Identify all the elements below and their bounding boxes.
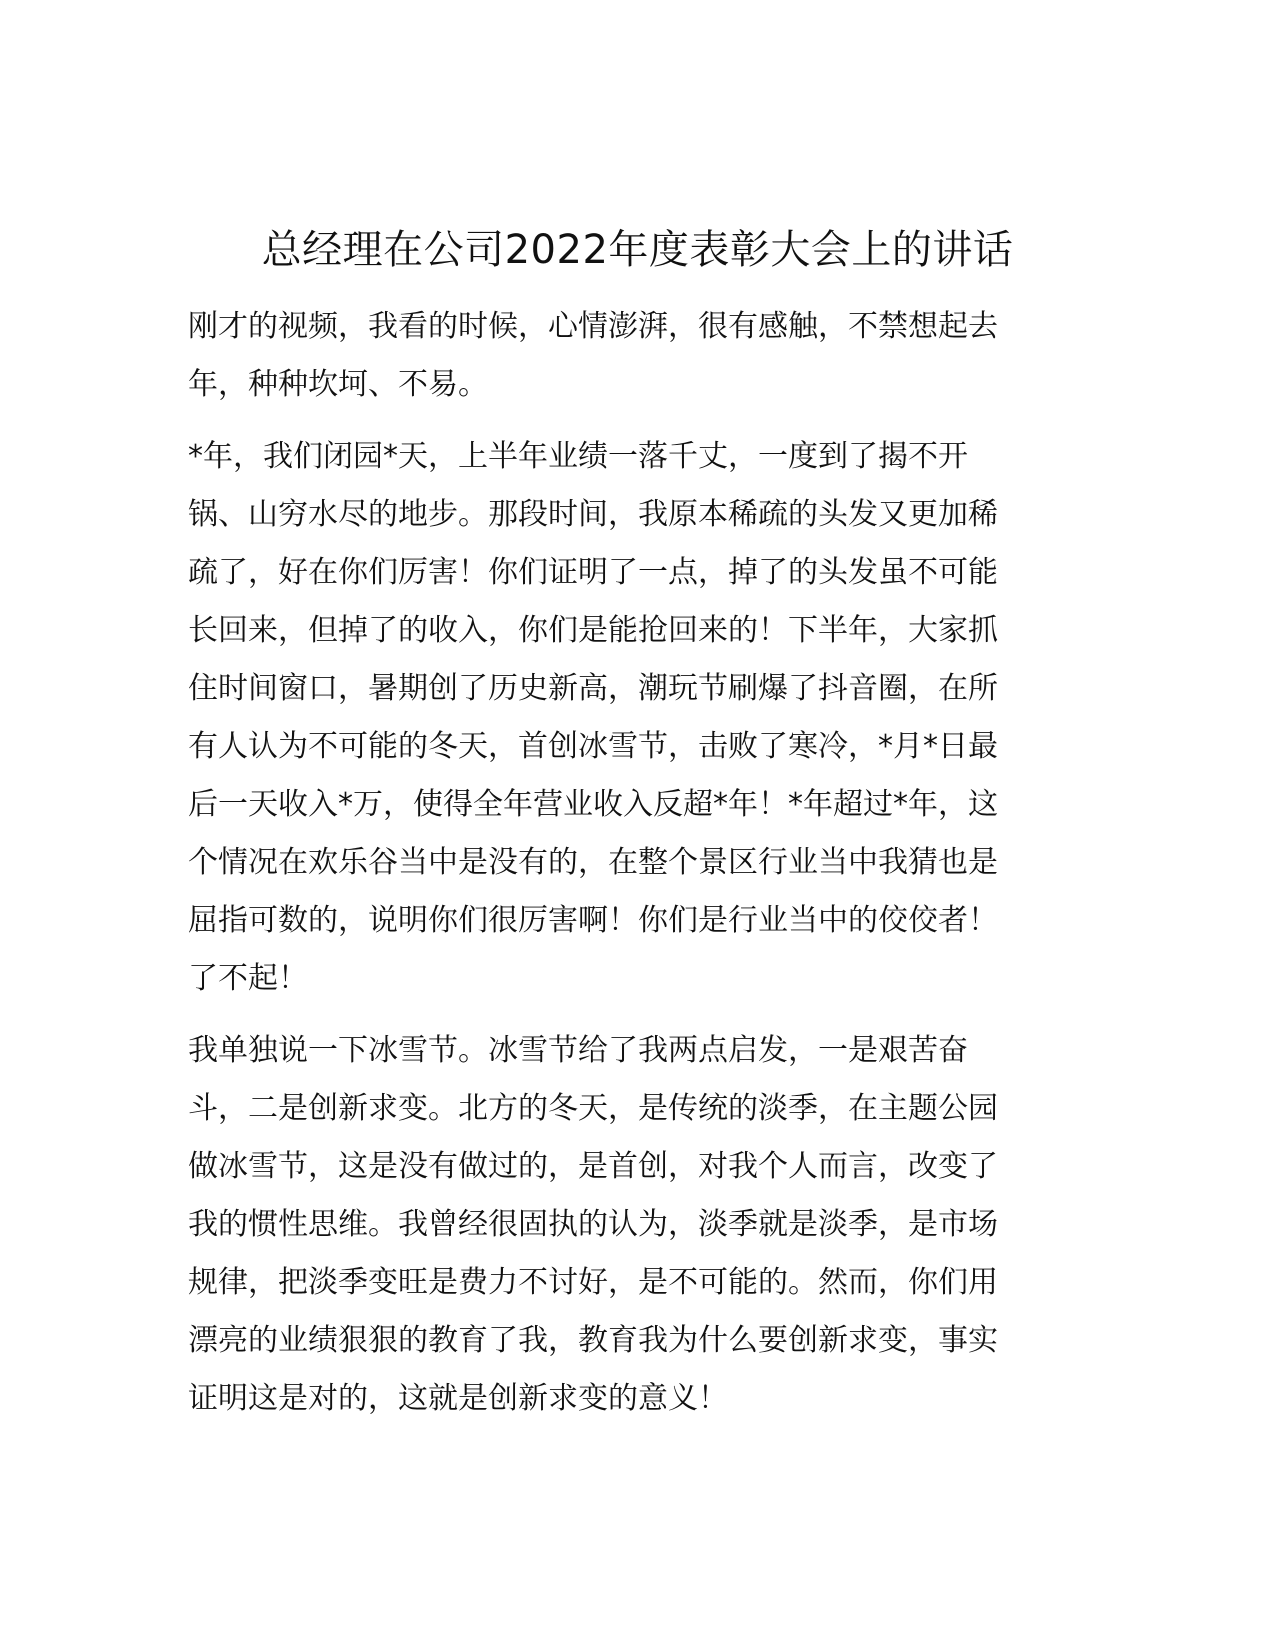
text-line: 规律，把淡季变旺是费力不讨好，是不可能的。然而，你们用 — [188, 1265, 998, 1300]
text-line: 做冰雪节，这是没有做过的，是首创，对我个人而言，改变了 — [188, 1149, 998, 1184]
text-line: 漂亮的业绩狠狠的教育了我，教育我为什么要创新求变，事实 — [188, 1323, 998, 1358]
text-line: 了不起！ — [188, 961, 308, 996]
text-line: 我单独说一下冰雪节。冰雪节给了我两点启发，一是艰苦奋 — [188, 1033, 968, 1068]
text-line: 斗，二是创新求变。北方的冬天，是传统的淡季，在主题公园 — [188, 1091, 998, 1126]
text-line: 有人认为不可能的冬天，首创冰雪节，击败了寒冷，*月*日最 — [188, 729, 998, 764]
text-line: *年，我们闭园*天，上半年业绩一落千丈，一度到了揭不开 — [188, 439, 968, 474]
paragraph-1 — [188, 298, 1088, 414]
text-line: 疏了，好在你们厉害！你们证明了一点，掉了的头发虽不可能 — [188, 555, 998, 590]
text-line: 证明这是对的，这就是创新求变的意义！ — [188, 1381, 728, 1416]
text-line: 后一天收入*万，使得全年营业收入反超*年！*年超过*年，这 — [188, 787, 998, 822]
paragraph-2 — [188, 428, 1088, 1008]
text-line: 刚才的视频，我看的时候，心情澎湃，很有感触，不禁想起去 — [188, 309, 998, 344]
document-title: 总经理在公司2022年度表彰大会上的讲话 — [261, 227, 1014, 273]
text-line: 个情况在欢乐谷当中是没有的，在整个景区行业当中我猜也是 — [188, 845, 998, 880]
text-line: 屈指可数的，说明你们很厉害啊！你们是行业当中的佼佼者！ — [188, 903, 998, 938]
document-body — [188, 298, 1088, 1442]
text-line: 住时间窗口，暑期创了历史新高，潮玩节刷爆了抖音圈，在所 — [188, 671, 998, 706]
text-line: 长回来，但掉了的收入，你们是能抢回来的！下半年，大家抓 — [188, 613, 998, 648]
text-line: 锅、山穷水尽的地步。那段时间，我原本稀疏的头发又更加稀 — [188, 497, 998, 532]
paragraph-3 — [188, 1022, 1088, 1428]
text-line: 我的惯性思维。我曾经很固执的认为，淡季就是淡季，是市场 — [188, 1207, 998, 1242]
text-line: 年，种种坎坷、不易。 — [188, 367, 488, 402]
